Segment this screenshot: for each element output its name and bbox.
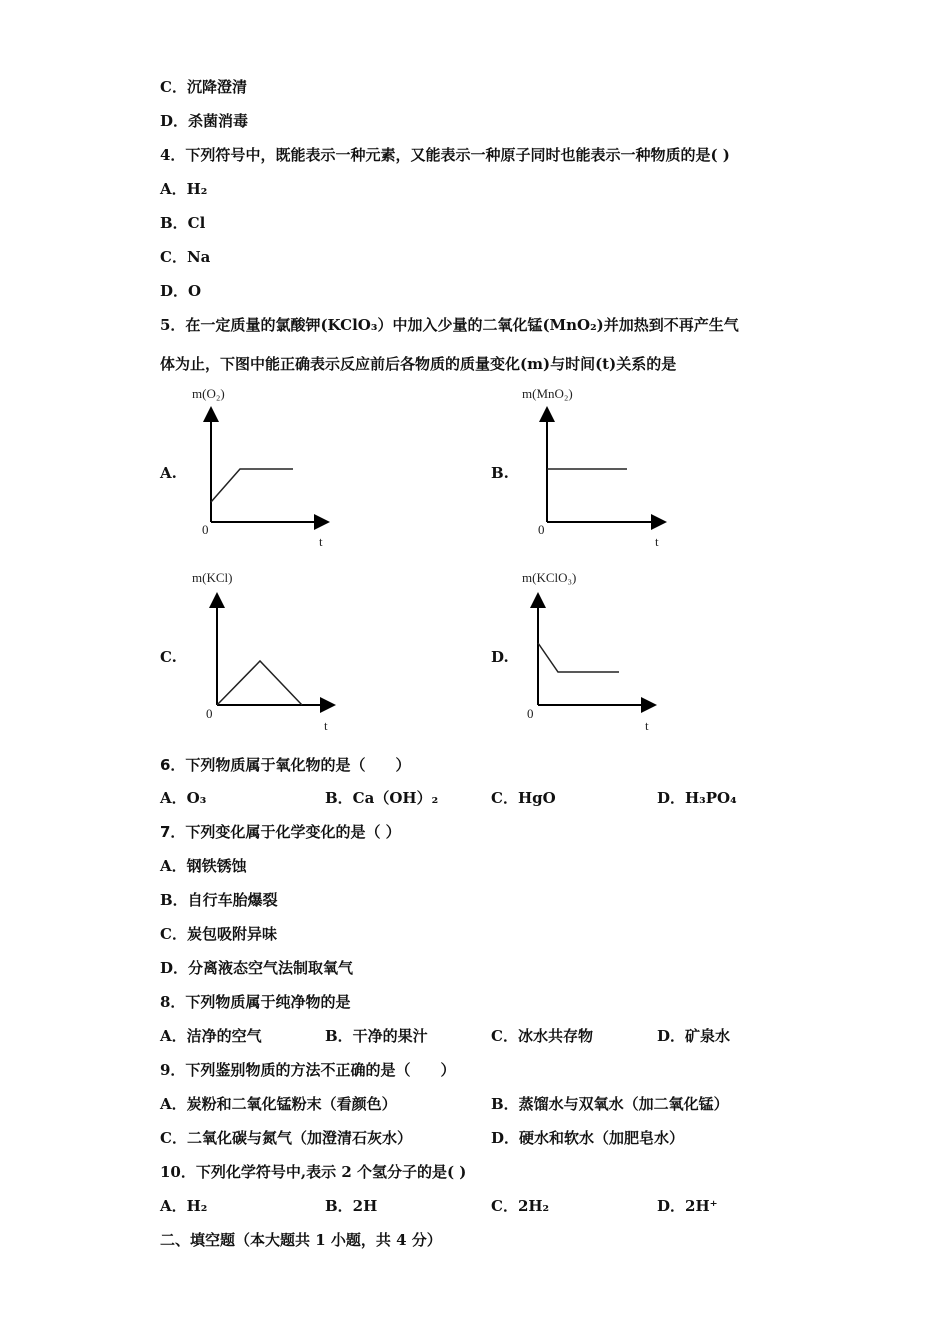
graph-c-ylabel: m(KCl): [192, 570, 233, 585]
section-2-heading: 二、填空题（本大题共 1 小题，共 4 分）: [160, 1231, 442, 1249]
graph-d-curve: [538, 643, 619, 672]
q6-option-d: D．H₃PO₄: [657, 789, 737, 807]
graph-c-curve: [217, 661, 302, 705]
graph-d: [491, 570, 653, 733]
q8-stem: 8．下列物质属于纯净物的是: [160, 993, 351, 1011]
q7-option-b: B．自行车胎爆裂: [160, 891, 278, 909]
q7-stem: 7．下列变化属于化学变化的是（ ）: [160, 823, 401, 841]
graph-d-xlabel: t: [645, 718, 649, 733]
q9-option-d: D．硬水和软水（加肥皂水）: [491, 1129, 685, 1147]
graph-b-xlabel: t: [655, 534, 659, 549]
q4-option-d: D．O: [160, 282, 202, 300]
q3-option-c: C．沉降澄清: [160, 78, 247, 96]
q7-option-a: A．钢铁锈蚀: [160, 857, 247, 875]
graph-b-label: B.: [491, 464, 509, 482]
graph-b-origin: 0: [538, 522, 545, 537]
q5-stem-line1: 5．在一定质量的氯酸钾(KClO₃）中加入少量的二氧化锰(MnO₂)并加热到不再产生气: [160, 316, 739, 334]
q10-stem: 10．下列化学符号中,表示 2 个氢分子的是( ): [160, 1163, 467, 1181]
q8-option-d: D．矿泉水: [657, 1027, 731, 1045]
graph-d-label: D.: [491, 648, 509, 666]
graph-c-label: C.: [160, 648, 177, 666]
graph-a-origin: 0: [202, 522, 209, 537]
graph-c-xlabel: t: [324, 718, 328, 733]
q9-option-a: A．炭粉和二氧化锰粉末（看颜色）: [160, 1095, 397, 1113]
graph-a-ylabel: m(O₂): [192, 386, 225, 401]
q6-stem: 6．下列物质属于氧化物的是（ ）: [160, 756, 411, 774]
q4-option-c: C．Na: [160, 248, 211, 266]
q9-stem: 9．下列鉴别物质的方法不正确的是（ ）: [160, 1061, 456, 1079]
q8-option-a: A．洁净的空气: [160, 1027, 262, 1045]
q4-option-b: B．Cl: [160, 214, 206, 232]
q10-option-b: B．2H: [325, 1197, 378, 1215]
q9-option-c: C．二氧化碳与氮气（加澄清石灰水）: [160, 1129, 412, 1147]
q10-option-c: C．2H₂: [491, 1197, 550, 1215]
graph-a-xlabel: t: [319, 534, 323, 549]
q6-option-a: A．O₃: [160, 789, 207, 807]
graph-d-origin: 0: [527, 706, 534, 721]
q3-option-d: D．杀菌消毒: [160, 112, 249, 130]
q10-option-d: D．2H⁺: [657, 1197, 718, 1215]
graph-b-ylabel: m(MnO₂): [522, 386, 573, 401]
q6-option-b: B．Ca（OH）₂: [325, 789, 439, 807]
graph-c: [160, 570, 332, 733]
q4-stem: 4．下列符号中，既能表示一种元素，又能表示一种原子同时也能表示一种物质的是( ): [160, 146, 730, 164]
q7-option-d: D．分离液态空气法制取氧气: [160, 959, 354, 977]
q4-option-a: A．H₂: [160, 180, 208, 198]
q8-option-b: B．干净的果汁: [325, 1027, 428, 1045]
graph-a-label: A.: [160, 464, 177, 482]
q9-option-b: B．蒸馏水与双氧水（加二氧化锰）: [491, 1095, 729, 1113]
graph-d-ylabel: m(KClO₃): [522, 570, 577, 585]
q10-option-a: A．H₂: [160, 1197, 208, 1215]
q5-stem-line2: 体为止，下图中能正确表示反应前后各物质的质量变化(m)与时间(t)关系的是: [160, 355, 677, 373]
q6-option-c: C．HgO: [491, 789, 556, 807]
graph-b: [491, 386, 663, 549]
graph-c-origin: 0: [206, 706, 213, 721]
graph-a-curve: [211, 469, 293, 502]
graph-a: [159, 386, 326, 549]
q7-option-c: C．炭包吸附异味: [160, 925, 277, 943]
q8-option-c: C．冰水共存物: [491, 1027, 593, 1045]
